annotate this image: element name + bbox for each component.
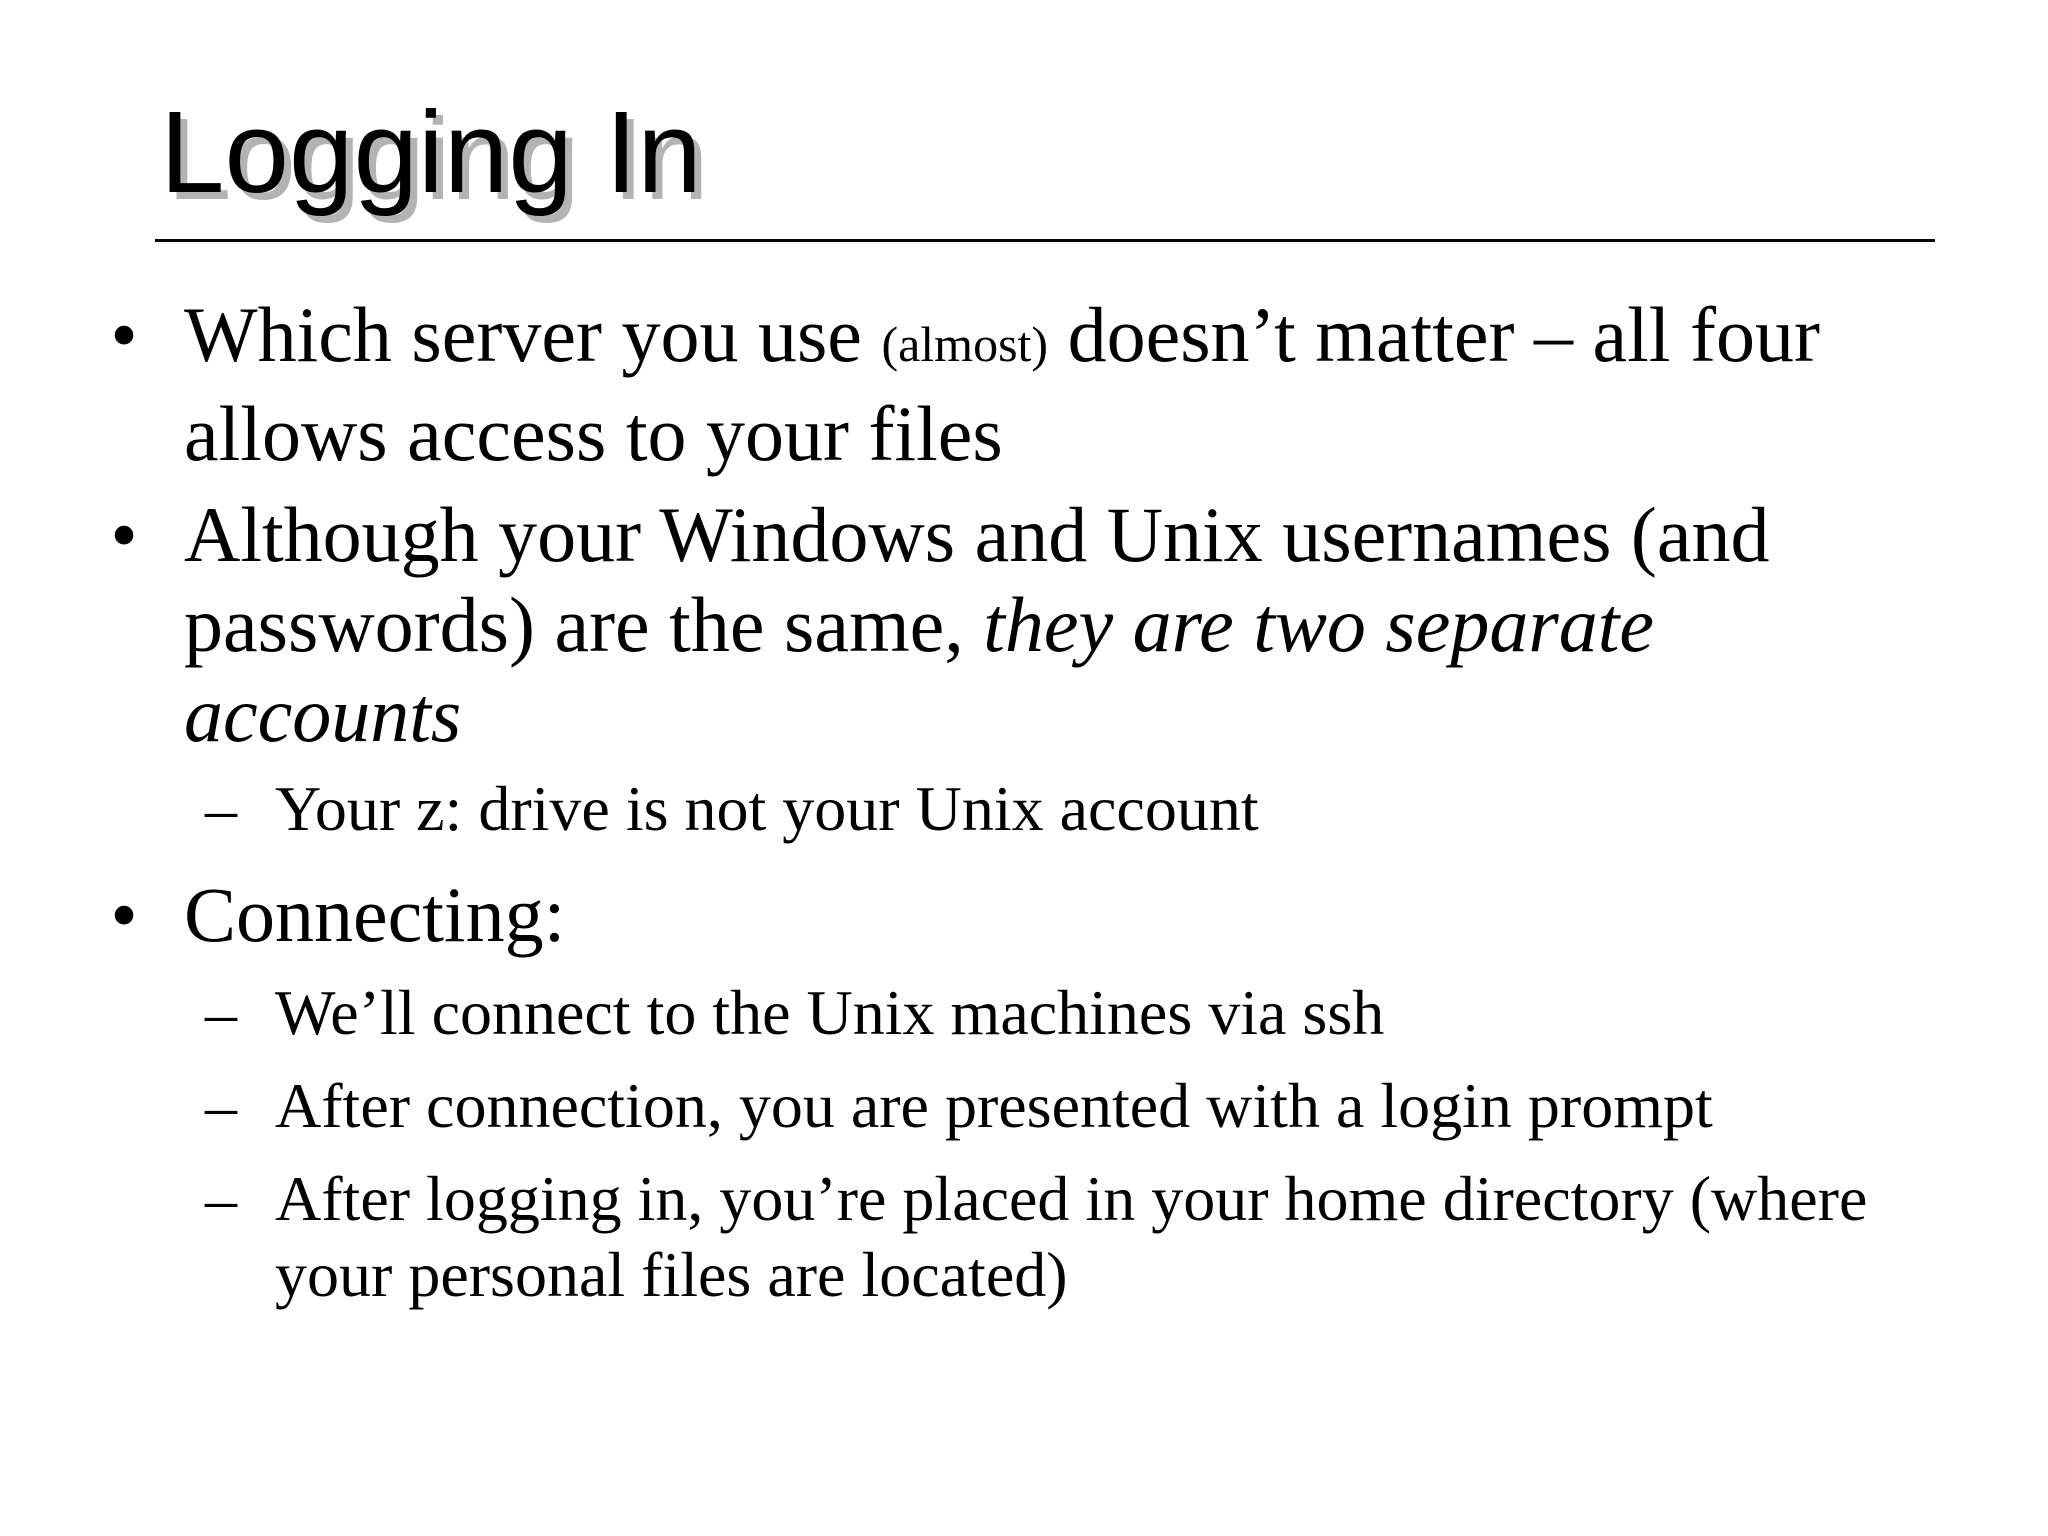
sub-bullet-marker: – [205, 773, 237, 844]
bullet-marker: • [110, 291, 138, 378]
sub-bullet-item [205, 1161, 1975, 1313]
sub-bullet-text: We’ll connect to the Unix machines via ssh [275, 977, 1385, 1048]
bullet-text: doesn’t matter – all four allows access to your files [184, 291, 1820, 477]
slide-title: Logging In [160, 87, 702, 217]
sub-bullet-marker: – [205, 1163, 237, 1234]
sub-bullet-item [205, 1068, 1975, 1144]
sub-bullet-text: After logging in, you’re placed in your home directory (where your personal files are located) [275, 1163, 1868, 1310]
bullet-item [110, 490, 1944, 760]
bullet-text-emphasis: they are two separate accounts [184, 581, 1655, 758]
bullet-text: Connecting: [184, 871, 566, 958]
sub-bullet-item [205, 771, 1975, 847]
bullet-item [110, 870, 1944, 960]
sub-bullet-marker: – [205, 977, 237, 1048]
sub-bullet-item [205, 975, 1975, 1051]
bullet-text-small: (almost) [881, 316, 1049, 372]
bullet-item [110, 290, 1944, 479]
bullet-marker: • [110, 871, 138, 958]
sub-bullet-marker: – [205, 1070, 237, 1141]
bullet-text: Although your Windows and Unix usernames (and passwords) are the same, [184, 491, 1770, 668]
sub-bullet-text: Your z: drive is not your Unix account [275, 773, 1259, 844]
bullet-marker: • [110, 491, 138, 578]
bullet-text: Which server you use [184, 291, 882, 378]
title-divider [155, 239, 1935, 242]
sub-bullet-text: After connection, you are presented with a login prompt [275, 1070, 1713, 1141]
